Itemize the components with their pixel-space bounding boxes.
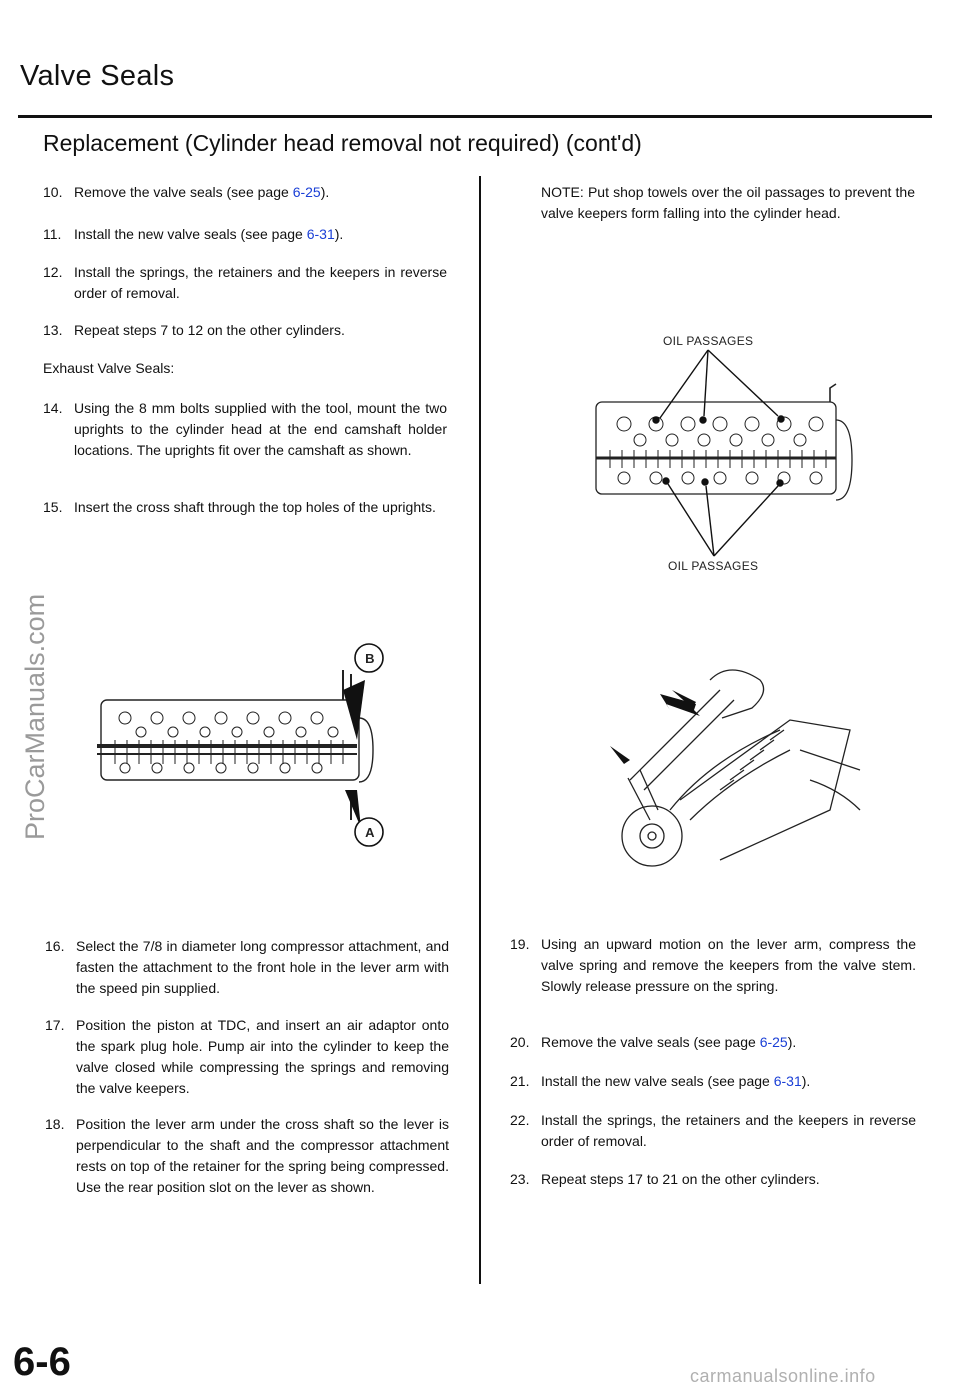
step-12: 12. Install the springs, the retainers and the keepers in reverse order of removal. bbox=[43, 264, 447, 301]
oil-passages-label-top: OIL PASSAGES bbox=[663, 334, 754, 348]
page-title: Valve Seals bbox=[20, 60, 175, 92]
step-23: 23. Repeat steps 17 to 21 on the other cylinders. bbox=[510, 1171, 820, 1187]
step-17: 17. Position the piston at TDC, and insert an air adaptor onto the spark plug hole. Pump air into the cylinder to keep the valve closed while compressing the springs and removing the valve keepers. bbox=[45, 1017, 449, 1096]
step-20: 20. Remove the valve seals (see page 6-25). bbox=[510, 1034, 797, 1050]
step-10: 10. Remove the valve seals (see page 6-25). bbox=[43, 184, 330, 200]
step-22: 22. Install the springs, the retainers and the keepers in reverse order of removal. bbox=[510, 1112, 916, 1149]
step-14: 14. Using the 8 mm bolts supplied with the tool, mount the two uprights to the cylinder head at the end camshaft holder locations. The uprights fit over the camshaft as shown. bbox=[43, 400, 447, 458]
step-16: 16. Select the 7/8 in diameter long compressor attachment, and fasten the attachment to the front hole in the lever arm with the speed pin supplied. bbox=[45, 938, 449, 996]
valve-compressor-figure bbox=[600, 660, 860, 870]
callout-b: B bbox=[365, 651, 375, 666]
callout-a: A bbox=[365, 825, 375, 840]
exhaust-heading: Exhaust Valve Seals: bbox=[43, 360, 175, 376]
section-subtitle: Replacement (Cylinder head removal not required) (cont'd) bbox=[43, 130, 642, 156]
page-link-6-25-right[interactable]: 6-25 bbox=[759, 1034, 788, 1050]
page-link-6-25[interactable]: 6-25 bbox=[292, 184, 321, 200]
note-text: NOTE: Put shop towels over the oil passages to prevent the valve keepers form falling into the cylinder head. bbox=[541, 184, 915, 221]
page-number: 6-6 bbox=[13, 1340, 71, 1384]
step-19: 19. Using an upward motion on the lever arm, compress the valve spring and remove the keepers from the valve stem. Slowly release pressure on the spring. bbox=[510, 936, 916, 994]
oil-passages-label-bottom: OIL PASSAGES bbox=[668, 559, 759, 573]
footer-site: carmanualsonline.info bbox=[690, 1366, 876, 1386]
title-divider bbox=[18, 115, 932, 118]
column-divider bbox=[479, 176, 481, 1284]
cylinder-head-uprights-figure bbox=[95, 640, 415, 850]
step-13: 13. Repeat steps 7 to 12 on the other cylinders. bbox=[43, 322, 345, 338]
step-18: 18. Position the lever arm under the cross shaft so the lever is perpendicular to the shaft and the compressor attachment rests on top of the retainer for the spring being compressed. Use the rear position slot on the lever as shown. bbox=[45, 1116, 449, 1195]
watermark: ProCarManuals.com bbox=[20, 593, 50, 840]
page-link-6-31[interactable]: 6-31 bbox=[306, 226, 335, 242]
oil-passages-figure bbox=[590, 350, 870, 560]
step-21: 21. Install the new valve seals (see page 6-31). bbox=[510, 1073, 811, 1089]
step-11: 11. Install the new valve seals (see page 6-31). bbox=[43, 226, 344, 242]
page-link-6-31-right[interactable]: 6-31 bbox=[773, 1073, 802, 1089]
step-15: 15. Insert the cross shaft through the top holes of the uprights. bbox=[43, 499, 436, 515]
